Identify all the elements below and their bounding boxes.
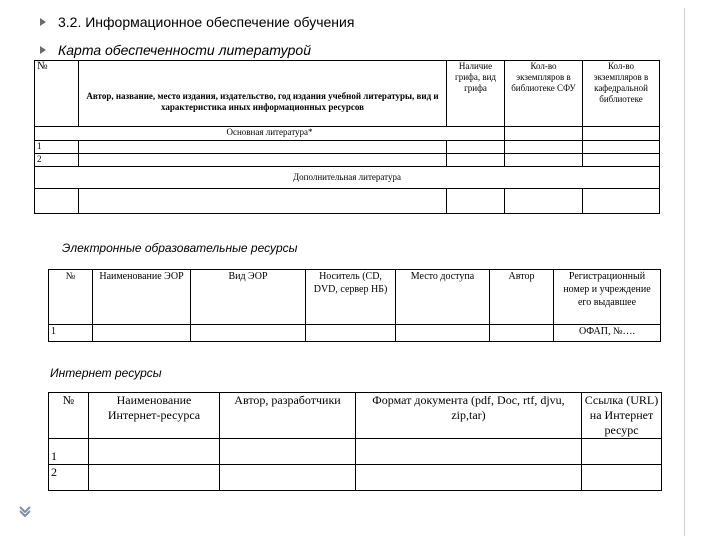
table-row: 1 [49, 439, 662, 465]
literature-table [34, 60, 660, 214]
chevron-down-icon [18, 504, 32, 518]
eor-author-header: Автор [490, 270, 554, 325]
eor-reg-value: ОФАП, №…. [554, 325, 661, 342]
table-row: 2 [35, 154, 660, 167]
additional-literature-label: Дополнительная литература [35, 167, 660, 189]
eor-reg-header: Регистрационный номер и учреждение его выдавшее [554, 270, 661, 325]
main-literature-label: Основная литература* [35, 127, 505, 141]
eor-type-header: Вид ЭОР [191, 270, 306, 325]
eor-section-title: Электронные образовательные ресурсы [62, 241, 298, 255]
right-divider [684, 8, 685, 536]
bullet-arrow-icon [40, 46, 46, 54]
table-row: 1 ОФАП, №…. [49, 325, 661, 342]
internet-url-header: Ссылка (URL) на Интернет ресурс [582, 393, 662, 439]
table-row: 2 [49, 465, 662, 491]
eor-access-header: Место доступа [396, 270, 490, 325]
internet-number-header: № [49, 393, 89, 439]
bullet-arrow-icon [40, 18, 46, 26]
section-subtitle: Карта обеспеченности литературой [58, 42, 311, 58]
eor-number-header: № [49, 270, 93, 325]
internet-section-title: Интернет ресурсы [50, 366, 162, 380]
internet-table [48, 392, 662, 491]
section-title: 3.2. Информационное обеспечение обучения [58, 14, 355, 30]
eor-table [48, 269, 661, 342]
number-header: № [35, 61, 79, 127]
table-row: 1 [35, 141, 660, 154]
author-header: Автор, название, место издания, издательство, год издания учебной литературы, вид и характеристика иных информационных ресурсов [79, 61, 447, 127]
internet-format-header: Формат документа (pdf, Doc, rtf, djvu, zip,tar) [356, 393, 582, 439]
eor-name-header: Наименование ЭОР [93, 270, 191, 325]
sfu-copies-header: Кол-во экземпляров в библиотеке СФУ [505, 61, 583, 127]
eor-carrier-header: Носитель (CD, DVD, сервер НБ) [306, 270, 396, 325]
table-row [35, 189, 660, 214]
dept-copies-header: Кол-во экземпляров в кафедральной библиотеке [583, 61, 660, 127]
stamp-header: Наличие грифа, вид грифа [447, 61, 505, 127]
internet-author-header: Автор, разработчики [220, 393, 356, 439]
internet-name-header: Наименование Интернет-ресурса [89, 393, 220, 439]
